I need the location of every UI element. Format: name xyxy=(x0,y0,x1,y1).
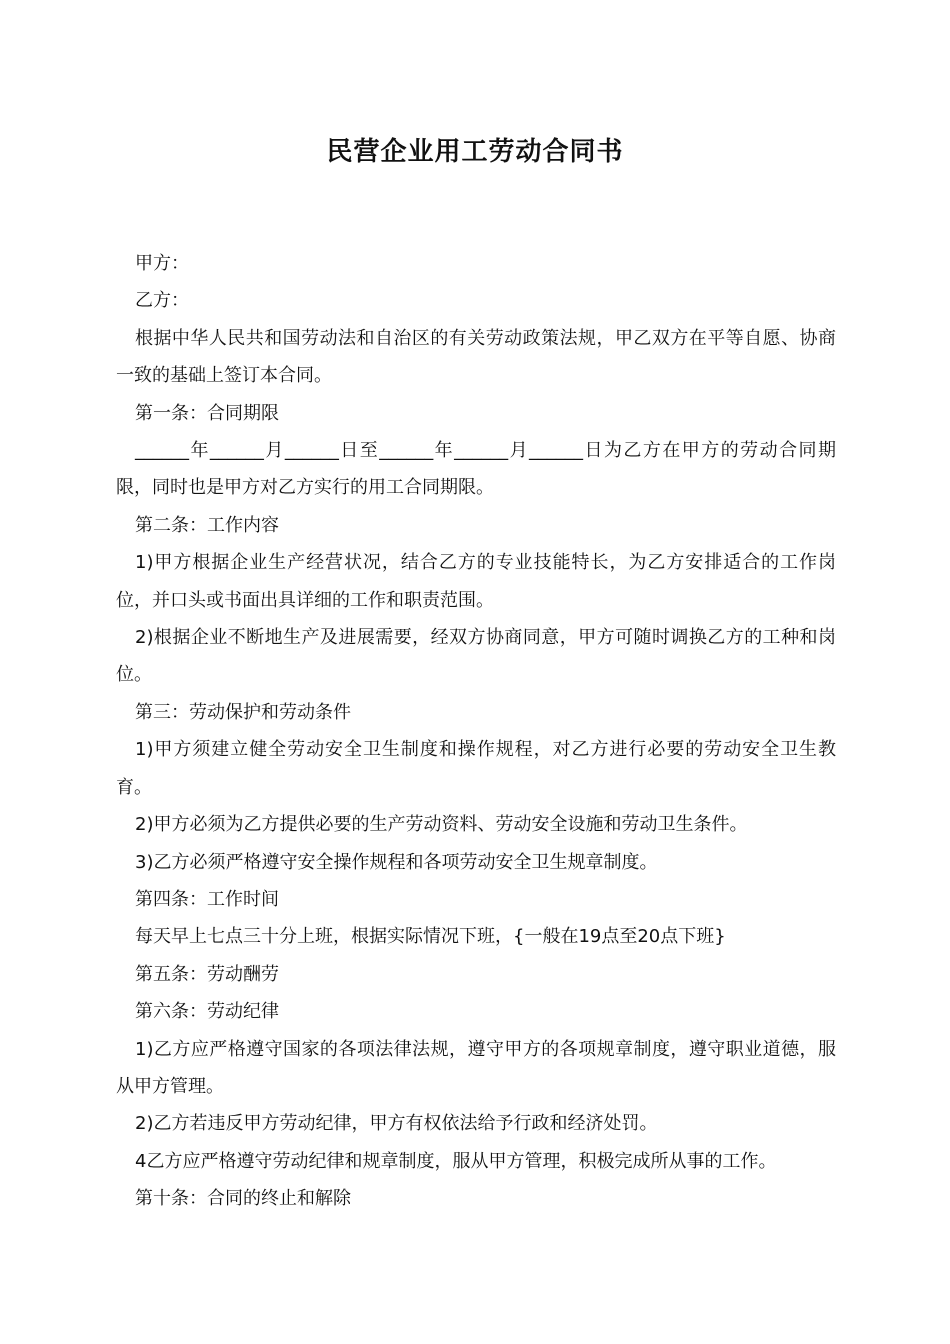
article-4-heading: 第四条：工作时间 xyxy=(135,888,279,910)
article-1-paragraph: ______年______月______日至______年______月______日为乙方在甲方的劳动合同期限，同时也是甲方对乙方实行的用工合同期限。 xyxy=(116,440,836,499)
article-3-clause-2: 2)甲方必须为乙方提供必要的生产劳动资料、劳动安全设施和劳动卫生条件。 xyxy=(135,814,748,836)
article-3-heading: 第三：劳动保护和劳动条件 xyxy=(135,701,351,723)
preamble-paragraph: 根据中华人民共和国劳动法和自治区的有关劳动政策法规，甲乙双方在平等自愿、协商一致的基础上签订本合同。 xyxy=(116,327,836,387)
party-a-line: 甲方： xyxy=(135,253,189,274)
article-6-heading: 第六条：劳动纪律 xyxy=(135,1001,279,1023)
article-10-heading: 第十条：合同的终止和解除 xyxy=(135,1188,351,1210)
article-6-clause-2: 2)乙方若违反甲方劳动纪律，甲方有权依法给予行政和经济处罚。 xyxy=(135,1113,658,1135)
article-2-clause-1: 1)甲方根据企业生产经营状况，结合乙方的专业技能特长，为乙方安排适合的工作岗位，并口头或书面出具详细的工作和职责范围。 xyxy=(116,552,836,611)
article-2-heading: 第二条：工作内容 xyxy=(135,514,279,536)
article-6-clause-1: 1)乙方应严格遵守国家的各项法律法规，遵守甲方的各项规章制度，遵守职业道德，服从甲方管理。 xyxy=(116,1038,836,1097)
document-body xyxy=(116,245,836,1218)
document-title: 民营企业用工劳动合同书 xyxy=(326,137,624,167)
article-5-heading: 第五条：劳动酬劳 xyxy=(135,963,279,985)
article-4-paragraph: 每天早上七点三十分上班，根据实际情况下班，{一般在19点至20点下班} xyxy=(135,926,726,948)
article-3-clause-1: 1)甲方须建立健全劳动安全卫生制度和操作规程，对乙方进行必要的劳动安全卫生教育。 xyxy=(116,739,836,798)
party-b-line: 乙方： xyxy=(135,290,189,312)
article-1-heading: 第一条：合同期限 xyxy=(135,402,279,424)
article-2-clause-2: 2)根据企业不断地生产及进展需要，经双方协商同意，甲方可随时调换乙方的工种和岗位。 xyxy=(116,627,836,686)
article-6-clause-4: 4乙方应严格遵守劳动纪律和规章制度，服从甲方管理，积极完成所从事的工作。 xyxy=(135,1150,777,1172)
article-3-clause-3: 3)乙方必须严格遵守安全操作规程和各项劳动安全卫生规章制度。 xyxy=(135,851,658,873)
